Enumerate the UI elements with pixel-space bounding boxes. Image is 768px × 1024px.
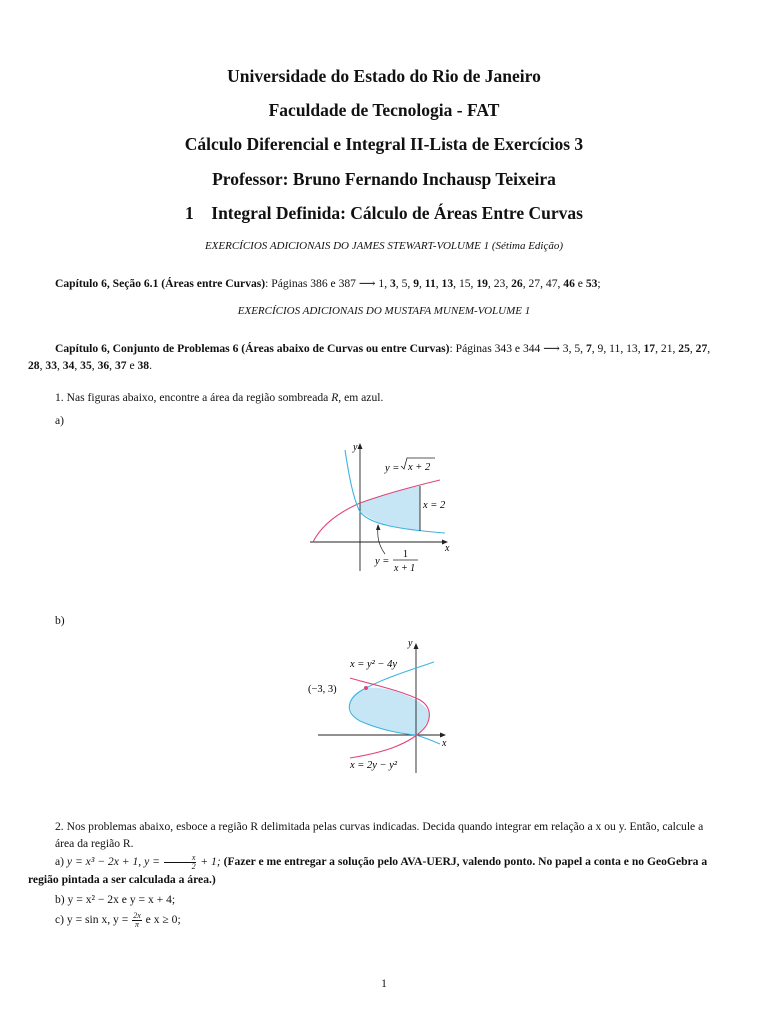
stewart-exercise-list: 1, 3, 5, 9, 11, 13, 15, 19, 23, 26, 27, 47, 46 e 53; [378, 277, 601, 290]
exercise-number: 36 [97, 359, 110, 372]
section-title: Integral Definida: Cálculo de Áreas Entre Curvas [211, 203, 583, 223]
figure-a-y-arrow [358, 443, 363, 449]
question-1-text-end: , em azul. [338, 391, 384, 404]
question-2: 2. Nos problemas abaixo, esboce a região R delimitada pelas curvas indicadas. Decida quando integrar em relação a x ou y. Então, calcule a área da região R. [55, 820, 704, 850]
figure-a-pointer-head [376, 524, 381, 530]
exercise-number: 28 [28, 359, 40, 372]
exercise-number: 35 [80, 359, 92, 372]
stewart-pages: : Páginas 386 e 387 ⟶ [265, 277, 379, 290]
question-2a-math: y = x³ − 2x + 1, y = [66, 855, 163, 868]
figure-b [300, 638, 465, 778]
exercise-number: 21 [660, 342, 673, 355]
exercise-number: 25 [678, 342, 690, 355]
question-2c [55, 911, 715, 929]
figure-a-y-label: y [353, 442, 358, 453]
figure-b-x-arrow [440, 733, 446, 738]
exercise-number: 5 [574, 342, 581, 355]
region-var: R [331, 391, 339, 404]
figure-b-x-label: x [442, 738, 447, 749]
exercise-number: 15 [458, 277, 471, 290]
question-2a-instruction: (Fazer e me entregar a solução pelo AVA-UERJ, valendo ponto. No papel a conta e no GeoGebra a região pintada a ser calculada a área.) [28, 855, 708, 886]
exercise-number: 27 [528, 277, 541, 290]
exercise-number: 11 [424, 277, 436, 290]
professor-name: Professor: Bruno Fernando Inchausp Teixeira [212, 169, 556, 189]
exercise-number: 37 [114, 359, 127, 372]
figure-b-point-label: (−3, 3) [308, 684, 337, 695]
question-2a [28, 853, 720, 888]
munem-exercises [28, 340, 718, 374]
munem-heading: EXERCÍCIOS ADICIONAIS DO MUSTAFA MUNEM-VOLUME 1 [237, 305, 531, 317]
stewart-chapter: Capítulo 6, Seção 6.1 (Áreas entre Curvas) [55, 277, 266, 290]
figure-b-y-label: y [408, 638, 413, 649]
exercise-number: 3 [562, 342, 569, 355]
figure-a-pointer [378, 527, 385, 554]
exercise-number: 9 [597, 342, 604, 355]
exercise-number: 1 [378, 277, 385, 290]
question-1-text: 1. Nas figuras abaixo, encontre a área da região sombreada [55, 391, 332, 404]
exercise-number: 11 [609, 342, 621, 355]
question-1 [55, 389, 715, 406]
question-2c-math-end: e x ≥ 0; [142, 913, 181, 926]
exercise-number: 26 [511, 277, 523, 290]
question-2a-label: a) [55, 855, 67, 868]
exercise-number: 47 [545, 277, 558, 290]
page-number: 1 [381, 978, 387, 990]
exercise-number: 3 [390, 277, 396, 290]
exercise-number: 17 [643, 342, 656, 355]
question-2b: b) y = x² − 2x e y = x + 4; [55, 893, 176, 906]
exercise-number: 46 [563, 277, 575, 290]
exercise-number: 27 [695, 342, 708, 355]
label-a: a) [55, 414, 65, 427]
university-name: Universidade do Estado do Rio de Janeiro [227, 66, 541, 86]
figure-a-curve2-denominator: x + 1 [394, 563, 416, 574]
munem-exercise-list: 3, 5, 7, 9, 11, 13, 17, 21, 25, 27, 28, 33, 34, 35, 36, 37 e 38. [28, 342, 711, 372]
question-2c-fraction: $\frac{2x}{\pi}$ [133, 910, 141, 929]
exercise-number: 9 [413, 277, 419, 290]
question-2a-math-end: + 1; [197, 855, 224, 868]
section-number: 1 [185, 203, 194, 223]
figure-b-intersection-point [364, 686, 368, 690]
exercise-number: 19 [476, 277, 488, 290]
figure-a-curve1-label: y = [385, 463, 400, 474]
figure-b-curve2-label: x = 2y − y² [350, 760, 398, 771]
stewart-exercises [55, 275, 715, 292]
label-b: b) [55, 614, 65, 627]
exercise-number: 7 [585, 342, 592, 355]
exercise-number: 13 [441, 277, 454, 290]
exercise-number: 34 [62, 359, 75, 372]
exercise-number: 38 [137, 359, 150, 372]
figure-b-curve1-label: x = y² − 4y [350, 659, 398, 670]
munem-pages: : Páginas 343 e 344 ⟶ [449, 342, 563, 355]
question-2c-math: c) y = sin x, y = [55, 913, 132, 926]
exercise-number: 5 [401, 277, 408, 290]
exercise-number: 33 [45, 359, 57, 372]
figure-a-line-label: x = 2 [423, 500, 446, 511]
stewart-heading: EXERCÍCIOS ADICIONAIS DO JAMES STEWART-VOLUME 1 (Sétima Edição) [204, 240, 564, 252]
figure-a-curve2-numerator: 1 [403, 549, 408, 560]
section-heading [0, 203, 768, 224]
course-title: Cálculo Diferencial e Integral II-Lista de Exercícios 3 [184, 134, 584, 154]
question-2a-fraction: $\frac{x}{2}$ [164, 854, 197, 871]
figure-b-y-arrow [414, 643, 419, 649]
figure-a [305, 436, 465, 576]
figure-a-curve1-radicand: x + 2 [408, 462, 431, 473]
figure-a-curve2-label: y = [375, 556, 390, 567]
faculty-name: Faculdade de Tecnologia - FAT [268, 100, 500, 120]
figure-a-x-label: x [445, 543, 450, 554]
munem-chapter: Capítulo 6, Conjunto de Problemas 6 (Áreas abaixo de Curvas ou entre Curvas) [55, 342, 450, 355]
exercise-number: 23 [493, 277, 506, 290]
exercise-number: 53 [585, 277, 598, 290]
figure-b-shaded-region [350, 688, 430, 735]
exercise-number: 13 [626, 342, 638, 355]
